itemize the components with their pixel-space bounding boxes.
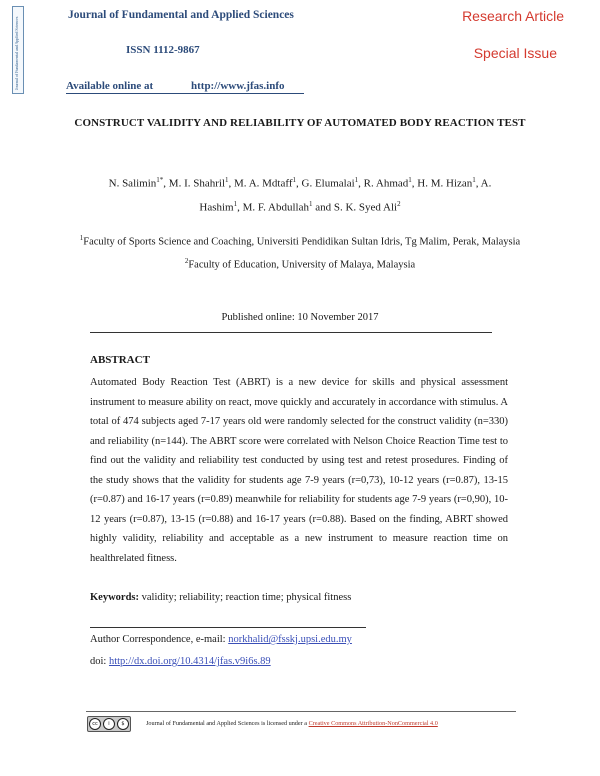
correspondence-email-link[interactable]: norkhalid@fsskj.upsi.edu.my	[228, 634, 352, 645]
correspondence-label: Author Correspondence, e-mail:	[90, 634, 226, 645]
keywords	[90, 592, 351, 603]
issue-type-label: Special Issue	[473, 45, 557, 61]
doi-link[interactable]: http://dx.doi.org/10.4314/jfas.v9i6s.89	[108, 656, 271, 667]
license-link[interactable]: Creative Commons Attribution-NonCommercial 4.0	[308, 720, 438, 727]
available-online-label: Available online at	[66, 80, 154, 92]
paper-title: CONSTRUCT VALIDITY AND RELIABILITY OF AUTOMATED BODY REACTION TEST	[74, 117, 526, 129]
keywords-list: validity; reliability; reaction time; physical fitness	[141, 592, 352, 603]
journal-logo-text: Journal of Fundamental and Applied Sciences	[14, 16, 19, 90]
authors-line-2: Hashim$^1$, M. F. Abdullah$^1$ and S. K. Syed Ali$^2$	[199, 199, 401, 214]
abstract-heading: ABSTRACT	[90, 354, 150, 366]
abstract-body: Automated Body Reaction Test (ABRT) is a new device for skills and physical assessment instrument to measure ability on react, move quickly and accurately in accordance with stimulus. A total of 474 subjects aged 7-17 years old were randomly selected for the construct validity (n=330) and reliability (n=144). The ABRT score were correlated with Nelson Choice Reaction Time test to find out the validity and reliability test conducted by using test and retest prosedures. Finding of the study shows that the validity for students age 7-9 years (r=0,73), 10-12 years (r=0.87), 13-15 (r=0.87) and 16-17 years (r=0.89) meanwhile for reliability for students age 7-9 years (r=0,90), 10-12 years (r=0.87), 13-15 (r=0.88) and 16-17 years (r=0.88). Based on the finding, ABRT showed highly validity, reliability and acceptable as a new instrument to measure reaction time on healthrelated fitness.	[90, 377, 508, 564]
attribution-icon: i	[103, 718, 115, 730]
doi	[90, 656, 271, 667]
footer-divider	[86, 711, 516, 712]
correspondence	[90, 634, 352, 645]
doi-label: doi:	[90, 656, 107, 667]
masthead-underline	[66, 93, 304, 94]
journal-url-link[interactable]: http://www.jfas.info	[191, 80, 285, 92]
authors-line-1: N. Salimin$^{1*}$, M. I. Shahril$^1$, M. A. Mdtaff$^1$, G. Elumalai$^1$, R. Ahmad$^1$, H. M. Hizan$^1$, A.	[108, 176, 492, 190]
authors	[70, 170, 530, 217]
footnote-divider	[90, 627, 366, 628]
published-date: Published online: 10 November 2017	[221, 312, 379, 323]
license-statement	[146, 720, 438, 727]
cc-license-badge[interactable]	[87, 716, 131, 732]
journal-name: Journal of Fundamental and Applied Sciences	[68, 9, 294, 21]
cc-icon: cc	[89, 718, 101, 730]
noncommercial-icon: $	[117, 718, 129, 730]
article-type-label: Research Article	[462, 8, 564, 24]
license-text: Journal of Fundamental and Applied Sciences is licensed under a	[146, 720, 308, 727]
issn: ISSN 1112-9867	[126, 44, 200, 56]
affiliation-1: $^1$Faculty of Sports Science and Coaching, Universiti Pendidikan Sultan Idris, Tg Malim, Perak, Malaysia	[79, 234, 521, 248]
divider	[90, 332, 492, 333]
affiliation-2: $^2$Faculty of Education, University of Malaya, Malaysia	[184, 256, 416, 270]
keywords-label: Keywords:	[90, 592, 139, 603]
affiliations	[70, 229, 530, 274]
